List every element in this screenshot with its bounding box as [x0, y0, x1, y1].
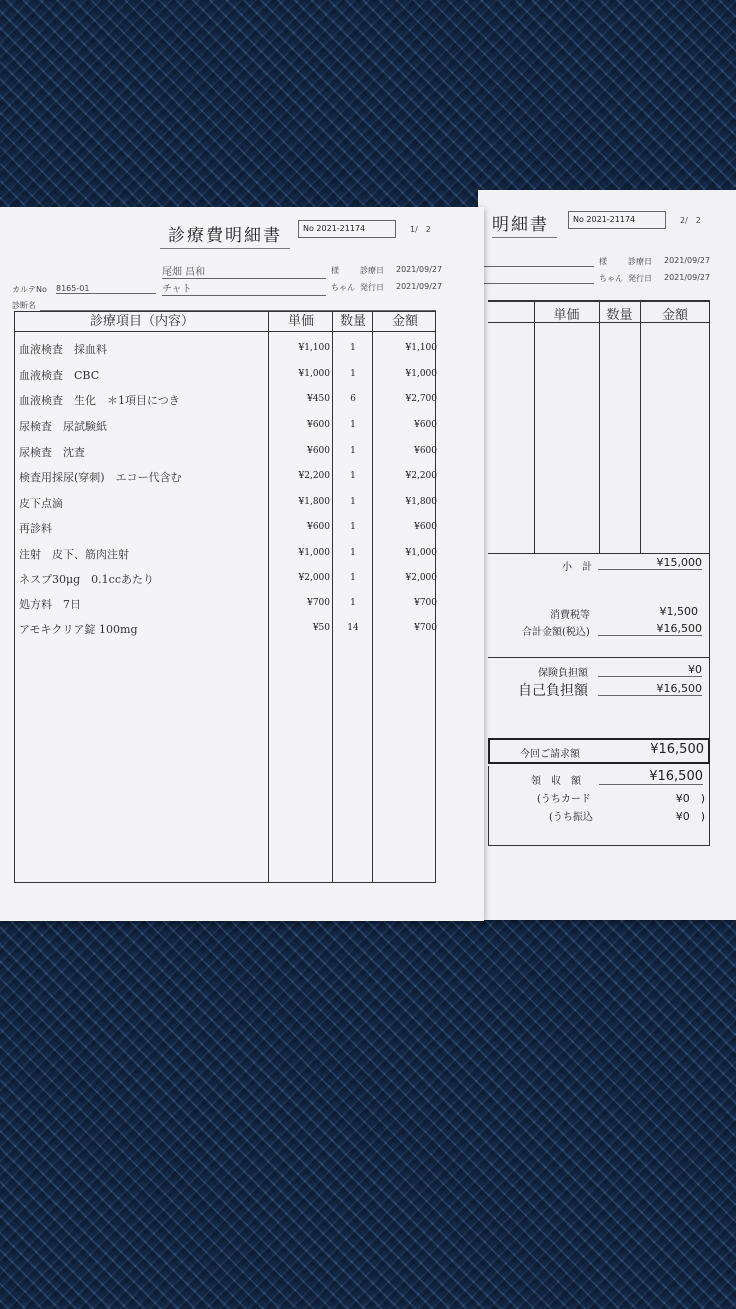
- row-amount: ¥1,100: [405, 343, 437, 353]
- row-item: 再診料: [19, 522, 52, 535]
- header-qty: 数量: [339, 314, 366, 329]
- row-price: ¥2,200: [298, 471, 330, 481]
- subtotal-value: ¥15,000: [598, 556, 702, 570]
- row-item: 検査用採尿(穿刺) エコー代含む: [19, 471, 182, 484]
- row-qty: 6: [350, 394, 356, 404]
- header-item: 診療項目（内容）: [89, 314, 194, 329]
- received-label: 領 収 額: [531, 776, 581, 787]
- row-price: ¥2,000: [298, 573, 330, 583]
- row-qty: 1: [350, 548, 356, 558]
- row-amount: ¥1,000: [405, 369, 437, 379]
- row-price: ¥1,800: [298, 497, 330, 507]
- row-item: アモキクリア錠 100mg: [19, 623, 138, 636]
- pet-name: チャト: [162, 280, 326, 296]
- visit-date-label: 診療日: [628, 257, 652, 266]
- summary-table: [488, 301, 710, 846]
- received-value: ¥16,500: [599, 769, 703, 785]
- total-label: 合計金額(税込): [522, 627, 590, 638]
- row-qty: 1: [350, 369, 356, 379]
- table-row: [15, 616, 435, 641]
- owner-suffix: 様: [331, 266, 339, 275]
- row-amount: ¥700: [414, 623, 437, 633]
- sheet1-page-number: 1/ 2: [410, 225, 431, 234]
- row-price: ¥600: [307, 446, 330, 456]
- visit-date: 2021/09/27: [396, 265, 443, 274]
- row-amount: ¥700: [414, 598, 437, 608]
- row-amount: ¥2,000: [405, 573, 437, 583]
- header-amount: 金額: [661, 308, 688, 323]
- column-divider: [534, 302, 535, 553]
- row-item: 血液検査 採血料: [19, 343, 107, 356]
- table-row: [15, 515, 435, 540]
- pet-suffix: ちゃん: [599, 274, 623, 283]
- row-price: ¥1,000: [298, 369, 330, 379]
- treatment-table: [14, 311, 436, 883]
- column-divider: [640, 302, 641, 553]
- insurance-label: 保険負担額: [538, 668, 588, 679]
- row-price: ¥450: [307, 394, 330, 404]
- header-qty: 数量: [606, 308, 633, 323]
- table-row: [15, 439, 435, 464]
- self-pay-label: 自己負担額: [518, 683, 588, 699]
- row-amount: ¥600: [414, 446, 437, 456]
- issue-date-label: 発行日: [628, 274, 652, 283]
- subtotal-divider: [488, 553, 710, 554]
- row-item: 処方料 7日: [19, 598, 81, 611]
- header-amount: 金額: [391, 314, 418, 329]
- table-row: [15, 413, 435, 438]
- row-amount: ¥2,200: [405, 471, 437, 481]
- insurance-value: ¥0: [598, 663, 702, 677]
- sheet1-title: 診療費明細書: [160, 221, 290, 249]
- table-row: [15, 362, 435, 387]
- row-price: ¥1,100: [298, 343, 330, 353]
- row-amount: ¥1,000: [405, 548, 437, 558]
- receipt-box: [488, 766, 710, 846]
- subtotal-label: 小 計: [562, 562, 592, 573]
- table-row: [15, 464, 435, 489]
- invoice-sheet-page-1: [0, 207, 484, 921]
- owner-name: 尾畑 昌和: [162, 263, 326, 279]
- row-qty: 14: [347, 623, 359, 633]
- table-row: [15, 566, 435, 591]
- karte-label: カルテNo: [12, 285, 47, 294]
- billing-value: ¥16,500: [650, 742, 704, 757]
- diagnosis-label: 診断名: [12, 301, 36, 310]
- row-qty: 1: [350, 446, 356, 456]
- row-price: ¥50: [312, 623, 330, 633]
- table-row: [15, 541, 435, 566]
- row-qty: 1: [350, 471, 356, 481]
- billing-label: 今回ご請求額: [520, 749, 580, 760]
- header-price: 単価: [553, 308, 580, 323]
- sheet2-title: 明細書: [492, 210, 557, 238]
- row-qty: 1: [350, 573, 356, 583]
- column-divider: [599, 302, 600, 553]
- invoice-sheet-page-2: [478, 190, 736, 920]
- table-row: [15, 336, 435, 361]
- self-pay-value: ¥16,500: [598, 682, 702, 696]
- table-row: [15, 490, 435, 515]
- billing-box: [488, 738, 710, 764]
- row-qty: 1: [350, 497, 356, 507]
- table-row: [15, 387, 435, 412]
- transfer-value: ¥0 ): [675, 810, 705, 823]
- sheet1-doc-number: No 2021-21174: [298, 220, 396, 238]
- pet-suffix: ちゃん: [331, 283, 355, 292]
- row-item: 注射 皮下、筋肉注射: [19, 548, 129, 561]
- card-label: (うちカード: [537, 794, 591, 805]
- sheet2-doc-number: No 2021-21174: [568, 211, 666, 229]
- total-value: ¥16,500: [598, 622, 702, 636]
- visit-date-label: 診療日: [360, 266, 384, 275]
- pet-name-line: [484, 283, 594, 284]
- row-amount: ¥600: [414, 420, 437, 430]
- visit-date: 2021/09/27: [664, 256, 711, 265]
- row-item: 尿検査 沈査: [19, 446, 85, 459]
- sheet2-page-number: 2/ 2: [680, 216, 701, 225]
- transfer-label: (うち振込: [549, 812, 593, 823]
- row-qty: 1: [350, 343, 356, 353]
- row-qty: 1: [350, 522, 356, 532]
- row-item: 血液検査 生化 ＊1項目につき: [19, 394, 180, 407]
- row-amount: ¥1,800: [405, 497, 437, 507]
- row-qty: 1: [350, 598, 356, 608]
- row-amount: ¥600: [414, 522, 437, 532]
- row-item: 尿検査 尿試験紙: [19, 420, 107, 433]
- row-price: ¥700: [307, 598, 330, 608]
- card-value: ¥0 ): [675, 792, 705, 805]
- row-price: ¥1,000: [298, 548, 330, 558]
- row-item: ネスプ30μg 0.1ccあたり: [19, 573, 155, 586]
- issue-date: 2021/09/27: [396, 282, 443, 291]
- row-item: 皮下点滴: [19, 497, 63, 510]
- header-price: 単価: [287, 314, 314, 329]
- table-row: [15, 591, 435, 616]
- row-qty: 1: [350, 420, 356, 430]
- tax-label: 消費税等: [550, 610, 590, 621]
- issue-date-label: 発行日: [360, 283, 384, 292]
- issue-date: 2021/09/27: [664, 273, 711, 282]
- owner-name-line: [484, 266, 594, 267]
- tax-value: ¥1,500: [659, 605, 698, 618]
- insurance-divider: [488, 657, 710, 658]
- row-item: 血液検査 CBC: [19, 369, 100, 382]
- row-price: ¥600: [307, 420, 330, 430]
- row-price: ¥600: [307, 522, 330, 532]
- owner-suffix: 様: [599, 257, 607, 266]
- karte-number: 8165-01: [56, 284, 156, 294]
- row-amount: ¥2,700: [405, 394, 437, 404]
